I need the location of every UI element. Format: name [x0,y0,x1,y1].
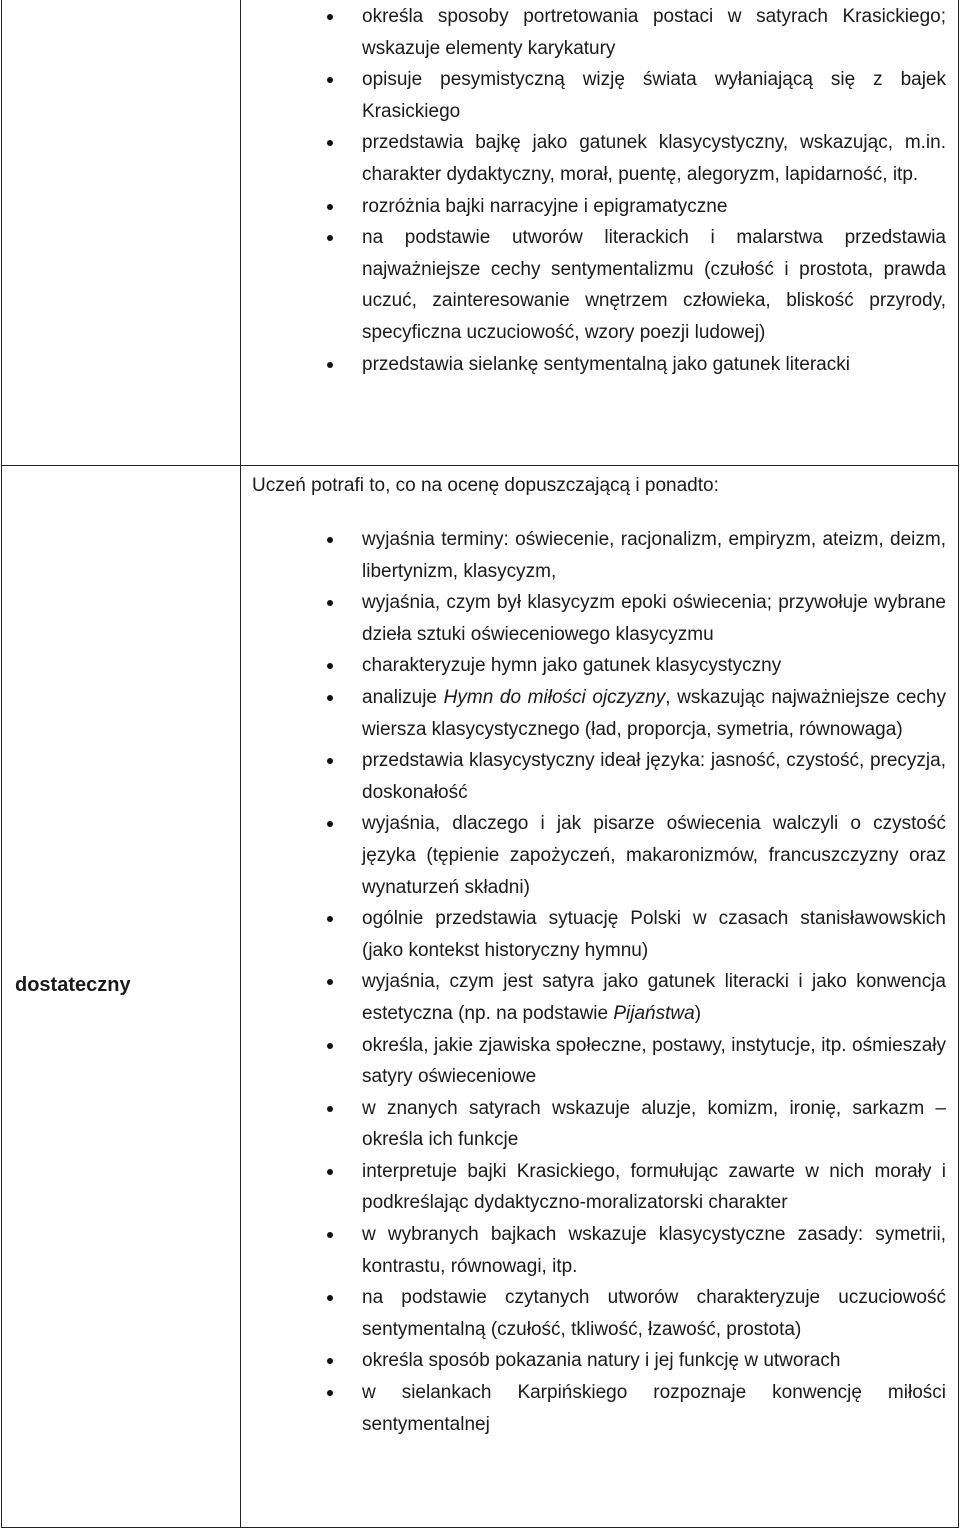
list-item-text: opisuje pesymistyczną wizję świata wyłaniającą się z bajek Krasickiego [362,69,946,122]
bullet-icon [327,979,333,985]
bullet-icon [327,14,333,20]
list-item-text: określa, jakie zjawiska społeczne, postawy, instytucje, itp. ośmieszały satyry oświeceniowe [362,1034,946,1088]
list-item-text: charakteryzuje hymn jako gatunek klasycystyczny [362,655,782,677]
list-item [241,587,958,650]
list-item-text: ) [694,1002,702,1024]
requirements-list [241,0,958,380]
bullet-icon [327,916,333,922]
list-item-text: wyjaśnia, czym jest satyra jako gatunek literacki i jako konwencja estetyczna (np. na podstawie [362,971,946,1024]
list-item-text: w znanych satyrach wskazuje aluzje, komizm, ironię, sarkazm – określa ich funkcje [362,1097,946,1151]
grade-cell [2,466,241,1528]
requirements-cell [241,0,959,466]
list-item-text: na podstawie utworów literackich i malarstwa przedstawia najważniejsze cechy sentymentalizmu (czułość i prostota, prawda uczuć, zainteresowanie wnętrzem człowieka, bliskość przyrody, specyficzna uczuciowość, wzory poezji ludowej) [362,227,946,343]
list-item-text: wyjaśnia, dlaczego i jak pisarze oświecenia walczyli o czystość języka (tępienie zapożyczeń, makaronizmów, francuszczyzny oraz wynaturzeń składni) [362,813,946,898]
list-item-text: wyjaśnia terminy: oświecenie, racjonalizm, empiryzm, ateizm, deizm, libertynizm, klasycyzm, [362,529,946,582]
list-item [241,1030,958,1093]
list-item-text: wyjaśnia, czym był klasycyzm epoki oświecenia; przywołuje wybrane dzieła sztuki oświeceniowego klasycyzmu [362,592,946,645]
list-item [241,127,958,190]
list-item [241,1345,958,1377]
list-item [241,808,958,903]
bullet-icon [327,204,333,210]
list-item [241,966,958,1029]
grade-cell-empty [2,0,241,466]
work-title: Hymn do miłości ojczyzny [443,686,666,708]
work-title: Pijaństwa [613,1002,695,1024]
table-row [2,466,959,1528]
bullet-icon [327,1295,333,1301]
grade-label: dostateczny [15,973,131,996]
requirements-cell [241,466,959,1528]
list-item-text: przedstawia sielankę sentymentalną jako gatunek literacki [362,353,850,375]
list-item-text: przedstawia klasycystyczny ideał języka: jasność, czystość, precyzja, doskonałość [362,750,946,803]
bullet-icon [327,821,333,827]
list-item-text: rozróżnia bajki narracyjne i epigramatyczne [362,195,728,217]
list-item-text: określa sposób pokazania natury i jej funkcję w utworach [362,1350,841,1372]
table-row [2,0,959,466]
list-item [241,222,958,348]
requirements-table [1,0,959,1528]
bullet-icon [327,1106,333,1112]
list-item [241,1156,958,1219]
list-item [241,64,958,127]
list-item [241,191,958,223]
bullet-icon [327,140,333,146]
list-item [241,1377,958,1440]
list-item-text: interpretuje bajki Krasickiego, formułując zawarte w nich morały i podkreślając dydaktyczno-moralizatorski charakter [362,1160,946,1214]
bullet-icon [327,600,333,606]
list-item [241,524,958,587]
bullet-icon [327,1169,333,1175]
bullet-icon [327,1232,333,1238]
list-item-text: , wskazując najważniejsze cechy wiersza klasycystycznego (ład, proporcja, symetria, równowaga) [362,686,946,740]
bullet-icon [327,1358,333,1364]
requirements-intro: Uczeń potrafi to, co na ocenę dopuszczającą i ponadto: [252,475,719,496]
list-item [241,1,958,64]
list-item-text: w wybranych bajkach wskazuje klasycystyczne zasady: symetrii, kontrastu, równowagi, itp. [362,1224,946,1277]
bullet-icon [327,77,333,83]
bullet-icon [327,235,333,241]
list-item [241,682,958,745]
bullet-icon [327,362,333,368]
list-item-text: w sielankach Karpińskiego rozpoznaje konwencję miłości sentymentalnej [362,1382,946,1435]
list-item [241,650,958,682]
list-item [241,903,958,966]
bullet-icon [327,1043,333,1049]
list-item [241,745,958,808]
list-item-text: na podstawie czytanych utworów charakteryzuje uczuciowość sentymentalną (czułość, tkliwość, łzawość, prostota) [362,1287,946,1340]
list-item-text: ogólnie przedstawia sytuację Polski w czasach stanisławowskich (jako kontekst historyczny hymnu) [362,908,946,961]
bullet-icon [327,537,333,543]
bullet-icon [327,1390,333,1396]
list-item-text: przedstawia bajkę jako gatunek klasycystyczny, wskazując, m.in. charakter dydaktyczny, morał, puentę, alegoryzm, lapidarność, itp. [362,132,946,185]
bullet-icon [327,695,333,701]
list-item [241,1282,958,1345]
bullet-icon [327,758,333,764]
list-item [241,1093,958,1156]
list-item-text: określa sposoby portretowania postaci w satyrach Krasickiego; wskazuje elementy karykatury [362,6,946,59]
list-item-text: analizuje [362,686,444,708]
list-item [241,1219,958,1282]
requirements-list [241,512,958,1440]
list-item [241,349,958,381]
bullet-icon [327,663,333,669]
